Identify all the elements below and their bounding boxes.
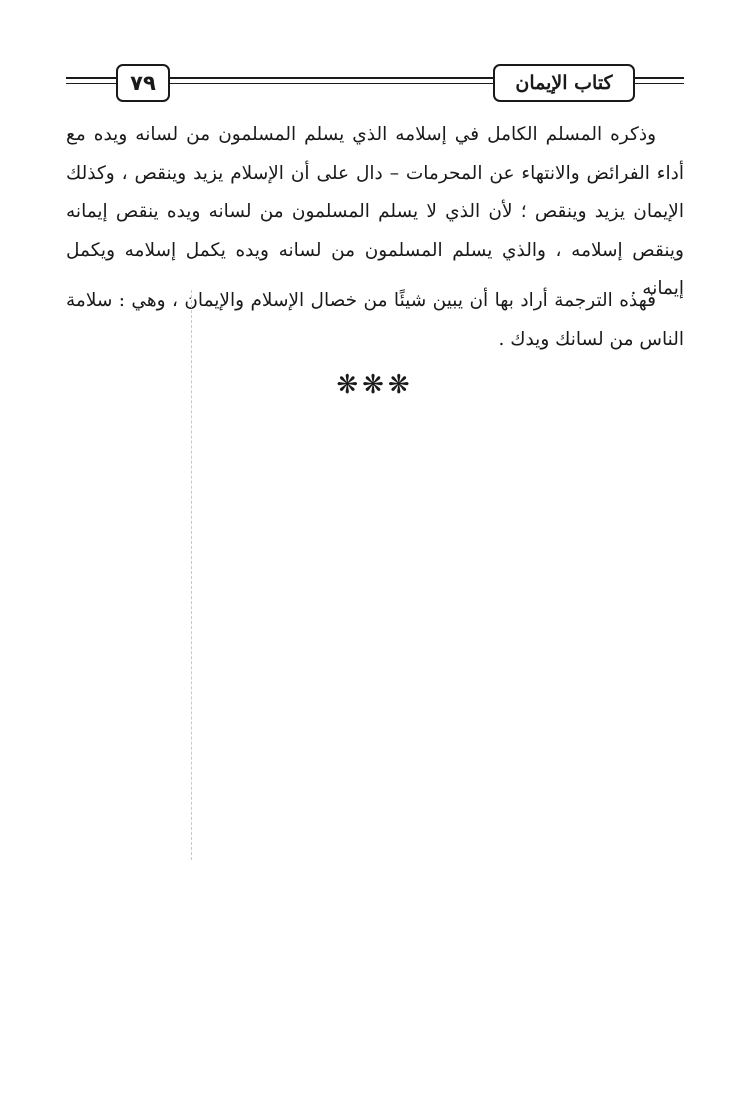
header-rule-middle-top <box>170 77 493 79</box>
header-rule-right-top <box>635 77 684 79</box>
header-rule-left-top <box>66 77 116 79</box>
book-title: كتاب الإيمان <box>493 64 635 102</box>
page-number: ٧٩ <box>116 64 170 102</box>
header-rule-right-bottom <box>635 83 684 84</box>
header-rule-middle-bottom <box>170 83 493 84</box>
section-separator: ❋❋❋ <box>336 370 414 400</box>
scan-artifact-line <box>191 290 192 860</box>
paragraph-2 <box>66 282 684 359</box>
paragraph-1 <box>66 116 684 309</box>
paragraph-2-text: فهذه الترجمة أراد بها أن يبين شيئًا من خصال الإسلام والإيمان ، وهي : سلامة الناس من لسانك ويدك . <box>66 290 684 350</box>
header-rule-left-bottom <box>66 83 116 84</box>
page-header <box>66 64 684 102</box>
paragraph-1-text: وذكره المسلم الكامل في إسلامه الذي يسلم المسلمون من لسانه ويده مع أداء الفرائض والانتهاء عن المحرمات – دال على أن الإسلام يزيد وينقص ، وكذلك الإيمان يزيد وينقص ؛ لأن الذي لا يسلم المسلمون من لسانه ويده ينقص إيمانه وينقص إسلامه ، والذي يسلم المسلمون من لسانه ويده يكمل إسلامه ويكمل إيمانه . <box>66 124 684 299</box>
